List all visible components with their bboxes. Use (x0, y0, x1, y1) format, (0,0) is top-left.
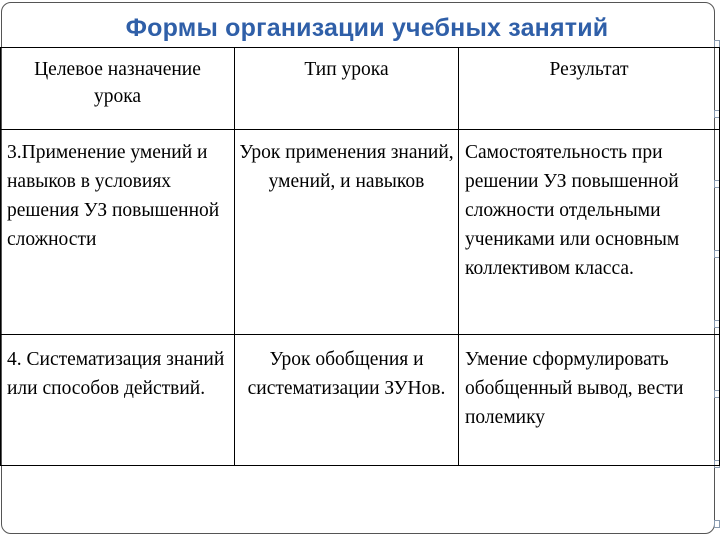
row-result: Умение сформулировать обобщенный вывод, вести полемику (465, 349, 684, 428)
row-type-cell (235, 335, 459, 466)
row-type: Урок обобщения и систематизации ЗУНов. (247, 349, 446, 399)
row-result-cell (459, 130, 720, 335)
row-type: Урок применения знаний, умений, и навыков (239, 142, 454, 192)
header-purpose (1, 48, 235, 130)
row-purpose: 3.Применение умений и навыков в условиях решения УЗ повышенной сложности (7, 142, 220, 250)
row-purpose: 4. Систематизация знаний или способов действий. (7, 349, 225, 399)
table-row (1, 335, 720, 466)
header-type-label: Тип урока (304, 59, 389, 80)
table-row (1, 130, 720, 335)
row-result: Самостоятельность при решении УЗ повышенной сложности отдельными учениками или основным коллективом класса. (465, 142, 680, 279)
header-type (235, 48, 459, 130)
table-header-row (1, 48, 720, 130)
row-purpose-cell (1, 335, 235, 466)
row-purpose-cell (1, 130, 235, 335)
row-type-cell (235, 130, 459, 335)
header-purpose-label: Целевое назначение урока (34, 59, 201, 107)
lesson-forms-table (0, 47, 720, 466)
slide-title: Формы организации учебных занятий (125, 14, 609, 42)
header-result-label: Результат (549, 59, 629, 80)
header-result (459, 48, 720, 130)
row-result-cell (459, 335, 720, 466)
